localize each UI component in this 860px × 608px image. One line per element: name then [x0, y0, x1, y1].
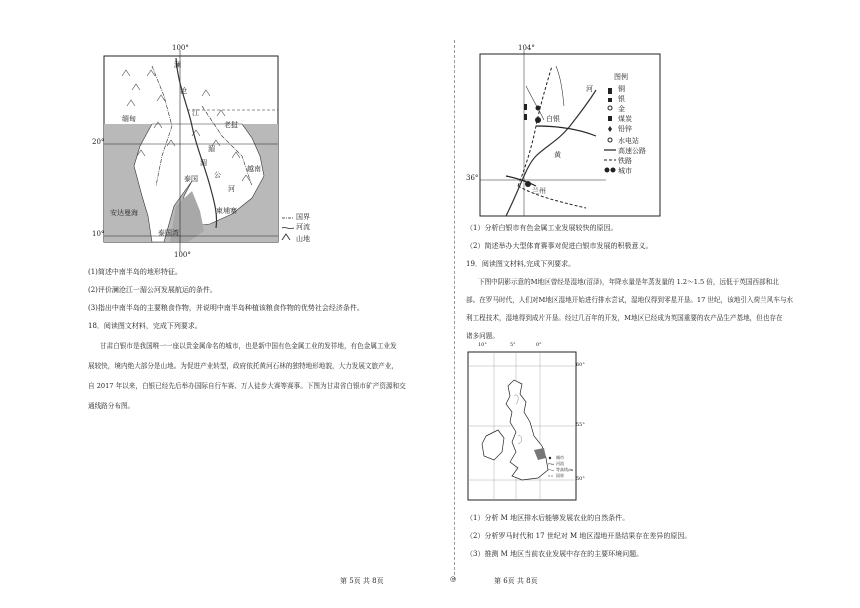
map2-legend-city: 城市	[618, 167, 632, 175]
map2-city-lanzhou: 兰州	[532, 187, 546, 195]
q19-question-1: （1）分析 M 地区排水后能够发展农业的自然条件。	[466, 514, 630, 522]
map1-label-thailand: 泰国	[184, 175, 198, 183]
map2-legend-gold: 金	[618, 105, 625, 113]
q18-para-line-4: 通线路分布图。	[88, 402, 135, 410]
map1-label-mekong-4: 河	[228, 185, 235, 193]
map1-label-laos: 老挝	[224, 121, 238, 129]
map3-legend-contour: 等高线/m	[556, 467, 574, 472]
map3-lat-60: 60°	[576, 362, 585, 368]
map2-legend-hydro: 水电站	[618, 137, 639, 145]
footer-left-page: 第 5页 共 8页	[340, 577, 384, 585]
map3-lat-50: 50°	[576, 476, 585, 482]
map3-legend-border: 国界	[556, 473, 564, 478]
map1-lat-20: 20°	[92, 138, 105, 146]
page-divider	[454, 40, 455, 580]
map1-label-cambodia: 柬埔寨	[216, 207, 237, 215]
q19-para-line-2: 部。在罗马时代，人们对M地区湿地开始进行排水尝试，湿地仅得到零星开垦。17 世纪，该地引入荷兰风车与水	[466, 296, 794, 304]
map2-legend-coal: 煤炭	[618, 115, 632, 123]
map2-city-baiyin: 白银	[546, 115, 560, 123]
q19-para-line-3: 利工程技术，湿地得到成片开垦。经过几百年的开发，M地区已经成为英国重要的农产品生产基地，但也存在	[466, 314, 783, 322]
map1-label-lancang-2: 沧	[180, 87, 187, 95]
britain-map	[464, 342, 594, 508]
q19-question-2: （2）分析罗马时代和 17 世纪对 M 地区湿地开垦结果存在差异的原因。	[466, 532, 692, 540]
q19-question-3: （3）推测 M 地区当前农业发展中存在的主要环境问题。	[466, 550, 644, 558]
map1-lat-10: 10°	[92, 230, 105, 238]
map2-lon: 104°	[518, 44, 535, 52]
q19-para-line-4: 诸多问题。	[466, 332, 499, 340]
map3-lon-5: 5°	[510, 342, 516, 348]
map1-label-gulf-thailand: 泰国湾	[158, 229, 179, 237]
map1-label-lancang-1: 澜	[174, 61, 181, 69]
map2-river-he: 河	[586, 85, 593, 93]
britain-map-svg	[464, 346, 594, 508]
question-18-title: 18．阅读图文材料，完成下列要求。	[88, 322, 202, 330]
question-17-3: (3)指出中南半岛的主要粮食作物，并说明中南半岛种植该粮食作物的优势社会经济条件。	[88, 304, 364, 312]
map2-lat: 36°	[466, 174, 479, 182]
map2-legend-copper: 铜	[618, 85, 625, 93]
map3-legend-river: 河流	[556, 461, 564, 466]
q18-para-line-3: 自 2017 年以来，白银已经先后举办国际自行车赛、万人徒步大赛等赛事。下图为甘肃省白银市矿产资源和交	[88, 382, 406, 390]
map1-legend-river: 河流	[296, 223, 310, 231]
map1-lon-top: 100°	[172, 44, 189, 52]
map2-legend-title: 图例	[614, 73, 628, 81]
baiyin-map	[466, 46, 666, 218]
baiyin-map-svg	[466, 46, 666, 218]
map2-legend-highway: 高速公路	[618, 147, 646, 155]
map3-legend-city: 城市	[556, 455, 564, 460]
map1-legend-border: 国界	[296, 213, 310, 221]
map1-legend-mountain: 山地	[296, 235, 310, 243]
map1-label-myanmar-1: 缅甸	[122, 115, 136, 123]
question-17-2: (2)评价澜沧江一湄公河发展航运的条件。	[88, 286, 217, 294]
footer-center-mark: ◎	[450, 575, 457, 583]
map1-label-andaman: 安达曼海	[110, 209, 138, 217]
q18-para-line-1: 甘肃白银市是我国唯一一座以贵金属命名的城市，也是新中国有色金属工业的发祥地，有色金属工业发	[100, 342, 397, 350]
map1-label-mekong-2: 湄	[200, 159, 207, 167]
map1-label-lancang-3: 江	[192, 109, 199, 117]
map2-legend-lead-zinc: 铅锌	[618, 125, 632, 133]
map3-lon-0: 0°	[536, 342, 542, 348]
q18-question-2: （2）简述举办大型体育赛事对促进白银市发展的积极意义。	[466, 242, 653, 250]
q19-para-line-1: 下图中阴影示意的M地区曾经是湿地(沼泽)，年降水量是年蒸发量的 1.2～1.5 倍，远低于英国西部和北	[478, 278, 779, 286]
indochina-map	[92, 44, 332, 259]
map1-label-mekong-1: 湄	[208, 145, 215, 153]
map2-legend-silver: 银	[618, 95, 625, 103]
map1-label-vietnam: 越南	[247, 165, 261, 173]
map2-legend-railway: 铁路	[618, 157, 632, 165]
footer-right-page: 第 6页 共 8页	[494, 577, 538, 585]
map1-lon-bottom: 100°	[174, 251, 191, 259]
map3-lon-10: 10°	[478, 342, 487, 348]
question-17-1: (1)简述中南半岛的地形特征。	[88, 268, 182, 276]
map2-river-huang: 黄	[554, 151, 561, 159]
q18-para-line-2: 展较快，境内绝大部分是山地。为促进产业转型，政府依托黄河石林的独特地形地貌，大力发展文旅产业，	[88, 362, 398, 370]
q18-question-1: （1）分析白银市有色金属工业发展较快的原因。	[466, 224, 618, 232]
question-19-title: 19．阅读图文材料,完成下列要求。	[466, 260, 576, 268]
map1-label-mekong-3: 公	[214, 171, 221, 179]
map3-lat-55: 55°	[576, 422, 585, 428]
